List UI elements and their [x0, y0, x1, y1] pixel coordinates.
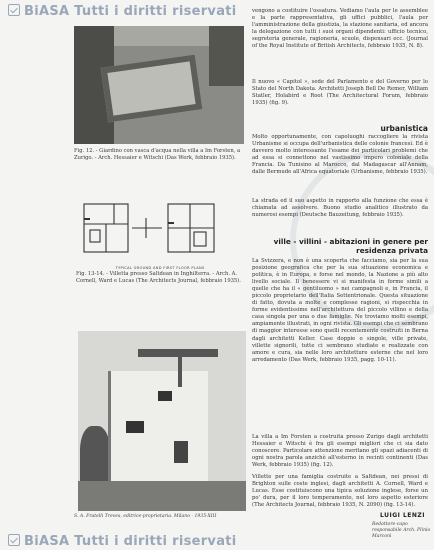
paragraph-capitol: Il nuovo « Capitol », sede del Parlamento e del Governo per lo Stato del North Dakota. Architetti Joseph Bell De Remer, William Statler, Holabird e Root (The Architectural Forum, febbraio 1935) (fig. 9). — [252, 79, 428, 107]
author-signature: LUIGI LENZI — [380, 512, 425, 519]
paragraph-switzerland: La Svizzera, e non è una scoperta che facciamo, sia per la sua posizione geografica che per la sua situazione economica e politica, è in Europa, e forse nel mondo, la Nazione a più alto livello sociale. Il benessere vi si manifesta in forme simili a quelle che ha il « gentiluomo » nei campagnoli e, in Francia, il piccolo proprietario dell'Italia Settentrionale. Questa situazione di fatto, dovuta a molte e complesse ragioni, si rispecchia in forme evidentissime nell'architettura del piccolo villino e della casa singola per una o due famiglie. Ne troviamo molti esempi, ampiamente illustrati, in ogni rivista. Gli esempi che ci sembrano di maggior interesse sono quelli recentemente costruiti in Berna dagli architetti Keller. Case doppie o singole, ville private, villette signorili, tutte ci sembrano studiate e realizzate con amore e cura, sia nelle loro architetture esterne che nel loro arredamento (Das Werk, febbraio 1935, pagg. 10-11). — [252, 258, 428, 363]
plans-label: TYPICAL GROUND AND FIRST FLOOR PLANS — [115, 266, 205, 270]
editor-footer: Redattore-capo responsabile Arch. Plinio Marconi — [372, 522, 431, 539]
floor-plans-drawing — [76, 198, 244, 266]
floor-plan-svg — [76, 198, 244, 266]
paragraph-im-forsten: La villa a Im Forsten a costruita presso Zurigo dagli architetti Hessaier e Witschi è fra gli esempi migliori che ci sia dato conoscere. Particolare attenzione meritano gli spazi adiacenti di ogni nostra parola anzichè all'esterno in recinti continenti (Das Werk, febbraio 1935) (fig. 12). — [252, 434, 428, 469]
garden-photo — [74, 26, 244, 144]
watermark-bottom: BiASA Tutti i diritti riservati — [8, 534, 237, 549]
figure-12-caption: Fig. 12. - Giardino con vasca d'acqua nella villa a Im Forsten, a Zurigo. - Arch. Hessaier e Witschi (Das Werk, febbraio 1935). — [74, 148, 241, 161]
section-heading-ville: ville - villini - abitazioni in genere per residenza privata — [273, 237, 428, 255]
paragraph-assembly: vengono a costituire l'ossatura. Vediamo l'aula per le assemblee e la parte rappresentativa, gli uffici pubblici, l'aula per l'amministrazione della giustizia, la stazione sanitaria, ed ancora la delegazione con tutti i suoi organi dipendenti: ufficio tecnico, segreteria generale, ragioneria, scuole, dispensari ecc. (Journal of the Royal Institute of British Architects, febbraio 1935, N. 8). — [252, 8, 428, 50]
publisher-footer: S. A. Fratelli Treves, editrice-proprietaria. Milano - 1935-XIII — [74, 514, 217, 519]
paragraph-colonies: Molto opportunamente, con capoluoghi raccogliere la rivista Urbanisme si occupa dell'urbanistica delle colonie francesi. Ed è davvero molto interessante l'esame dei particolari problemi che ad essa si connettono nel vastissimo impero coloniale della Francia. Da Tunisino al Marocco, dal Madagascar all'Annam, dalle Bermude all'Africa equatoriale (Urbanisme, febbraio 1935). — [252, 134, 428, 176]
section-heading-urbanistica: urbanistica — [380, 124, 428, 133]
villa-photo — [78, 331, 246, 511]
checkmark-icon — [8, 4, 20, 16]
checkmark-icon — [8, 534, 20, 546]
paragraph-street: La strada ed il suo aspetto in rapporto alla funzione che essa è chiamata ad assolvere. Buono studio analitico illustrato da numerosi esempi (Deutsche Bauzeitung, febbraio 1935). — [252, 198, 428, 219]
figure-13-caption: Fig. 13-14. - Villetta presso Saltdean in Inghilterra. - Arch. A. Cornell, Ward e Lucas (The Architects Journal, febbraio 1935). — [76, 271, 241, 284]
watermark-top: BiASA Tutti i diritti riservati — [8, 4, 237, 19]
paragraph-saltdean: Villette per una famiglia costruite a Saltdean, nei pressi di Brighton sulle coste inglesi, dagli architetti A. Cornell, Ward e Lucas. Esse costituiscono una tipica soluzione inglese, forse un po' dura, per il loro temperamento, nel loro aspetto esteriore (The Architects Journal, febbraio 1935, N. 2090) (fig. 13-14). — [252, 474, 428, 509]
